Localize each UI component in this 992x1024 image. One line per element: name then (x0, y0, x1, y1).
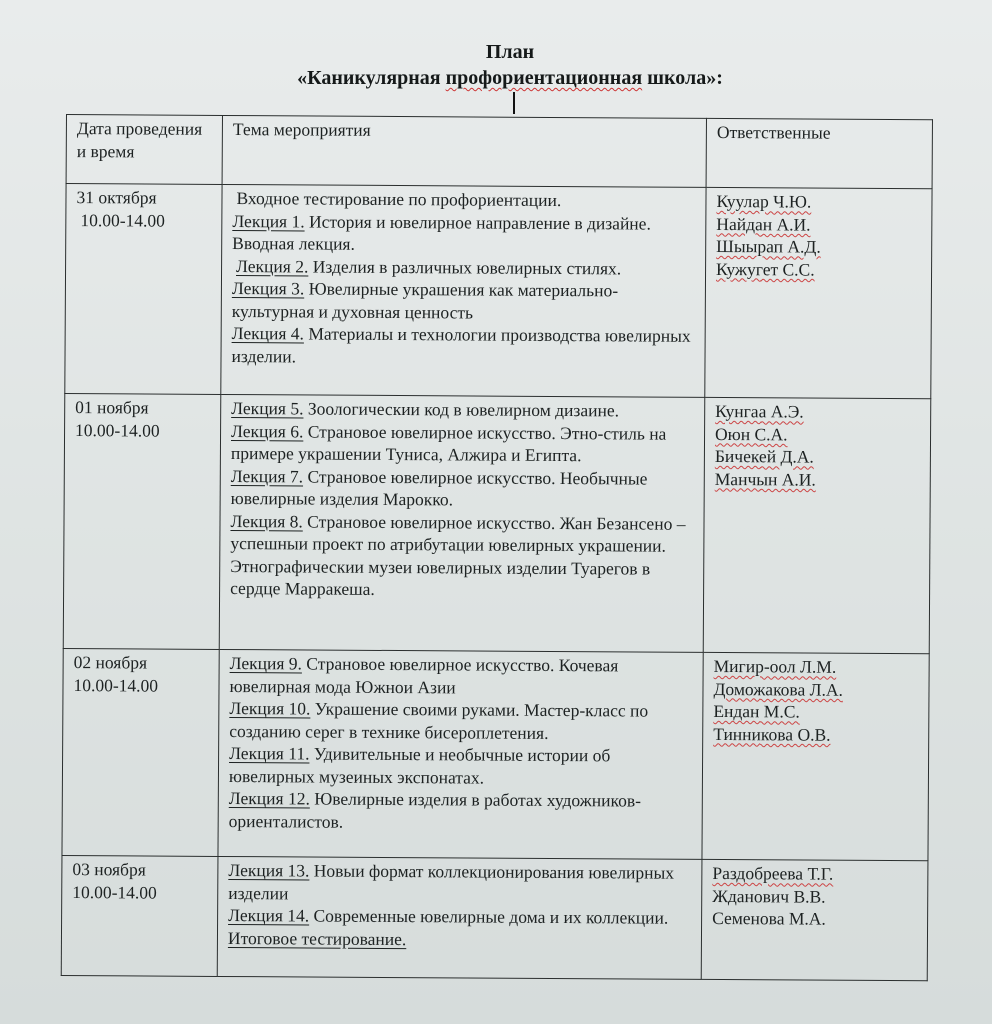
event-date: 31 октября (76, 187, 157, 208)
table-header-row (66, 115, 932, 189)
responsible-cell (703, 397, 931, 653)
lecture-item (232, 255, 697, 280)
lecture-item (232, 210, 697, 258)
responsible-person: Жданович В.В. (712, 885, 826, 907)
responsible-person: Кунгаа А.Э. (715, 400, 804, 422)
document-title: План (485, 41, 535, 63)
header-topic: Тема мероприятия (222, 115, 706, 187)
lecture-label: Лекция 13. (228, 860, 310, 881)
lecture-label: Лекция 9. (229, 653, 303, 674)
event-time: 10.00-14.00 (72, 881, 157, 903)
lecture-item (229, 697, 694, 745)
lecture-label: Лекция 4. (231, 323, 305, 344)
lecture-label: Лекция 10. (229, 698, 311, 719)
lecture-item (228, 859, 693, 907)
lecture-item (231, 322, 696, 370)
event-date: 02 ноября (73, 652, 148, 673)
lecture-item (232, 277, 697, 325)
responsible-person: Доможакова Л.А. (713, 678, 843, 700)
event-date: 01 ноября (75, 397, 149, 418)
table-row (62, 648, 929, 860)
document-subtitle (0, 66, 992, 90)
event-time: 10.00-14.00 (73, 674, 159, 696)
lecture-item (230, 510, 696, 603)
lecture-text: Зоологическии код в ювелирном дизаине. (303, 398, 620, 421)
header-responsible: Ответственные (706, 118, 932, 188)
lecture-label: Лекция 12. (228, 788, 310, 809)
entry-test: Входное тестирование по профориентации. (236, 188, 562, 211)
lecture-item (228, 904, 693, 929)
lecture-text: Изделия в различных ювелирных стилях. (308, 255, 622, 278)
lecture-text: Страновое ювелирное искусство. Жан Безансено – успешныи проект по атрибутации ювелирных украшении. Этнографическии музеи ювелирных изделии Туарегов в сердце Марракеша. (230, 510, 686, 599)
lecture-label: Лекция 14. (228, 905, 310, 926)
lecture-text: Ювелирные украшения как материально-культурная и духовная ценность (231, 278, 619, 322)
responsible-person: Найдан А.И. (716, 213, 811, 235)
subtitle-part-after: школа»: (642, 67, 723, 89)
responsible-person: Оюн С.А. (714, 423, 788, 444)
topic-cell (219, 394, 705, 652)
lecture-text: Ювелирные изделия в работах художников-ориенталистов. (228, 788, 642, 832)
lecture-text: Страновое ювелирное искусство. Этно-стиль на примере украшении Туниса, Алжира и Египта. (230, 420, 667, 466)
text-cursor (513, 92, 515, 114)
lecture-text: Материалы и технологии производства ювелирных изделии. (231, 323, 691, 366)
topic-cell (221, 184, 706, 397)
lecture-text: Украшение своими руками. Мастер-класс по созданию серег в технике бисероплетения. (229, 698, 649, 743)
table-row (65, 184, 932, 399)
table-row (61, 855, 928, 980)
lecture-label: Лекция 8. (230, 510, 303, 531)
lecture-item (229, 787, 694, 835)
header-date: Дата проведения и время (66, 115, 222, 185)
lecture-item (231, 420, 696, 468)
responsible-person: Ендан М.С. (713, 700, 800, 722)
responsible-person: Бичекей Д.А. (714, 445, 814, 467)
lecture-item (229, 652, 694, 700)
subtitle-part-before: «Каникулярная (297, 67, 446, 89)
responsible-cell (702, 652, 929, 860)
date-cell (61, 855, 218, 976)
lecture-item (231, 397, 696, 422)
event-time: 10.00-14.00 (80, 209, 165, 231)
lecture-label: Лекция 11. (229, 743, 310, 764)
subtitle-part-squiggled: профориентационная (445, 67, 643, 89)
table-row (63, 393, 931, 653)
lecture-label: Лекция 2. (236, 255, 309, 276)
lecture-label: Лекция 6. (231, 420, 304, 441)
lecture-label: Лекция 3. (231, 278, 305, 299)
responsible-cell (705, 187, 932, 398)
responsible-person: Шыырап А.Д. (716, 235, 821, 257)
responsible-person: Семенова М.А. (712, 907, 826, 929)
responsible-person: Тинникова О.В. (713, 723, 831, 745)
final-test: Итоговое тестирование. (227, 927, 407, 949)
lecture-text: Современные ювелирные дома и их коллекции. (309, 905, 669, 928)
event-time: 10.00-14.00 (75, 419, 160, 441)
topic-cell (217, 856, 702, 979)
lecture-text: Страновое ювелирное искусство. Кочевая ювелирная мода Южнои Азии (229, 653, 619, 697)
lecture-item (229, 742, 694, 790)
event-date: 03 ноября (72, 859, 146, 880)
responsible-cell (701, 859, 928, 980)
responsible-person: Кужугет С.С. (716, 258, 815, 280)
lecture-text: История и ювелирное направление в дизайне. Вводная лекция. (232, 210, 651, 254)
lecture-label: Лекция 1. (232, 210, 305, 231)
lecture-item (231, 465, 696, 513)
date-cell (62, 648, 219, 856)
lecture-text: Новыи формат коллекционирования ювелирных изделии (228, 860, 675, 903)
responsible-person: Манчын А.И. (714, 468, 816, 490)
lecture-label: Лекция 7. (230, 465, 304, 486)
date-cell (63, 393, 221, 649)
topic-cell (218, 649, 703, 859)
lecture-label: Лекция 5. (231, 398, 304, 419)
responsible-person: Куулар Ч.Ю. (716, 190, 812, 212)
responsible-person: Мигир-оол Л.М. (713, 655, 837, 677)
responsible-person: Раздобреева Т.Г. (712, 862, 834, 884)
lecture-text: Страновое ювелирное искусство. Необычные ювелирные изделия Марокко. (230, 465, 648, 510)
schedule-table (61, 114, 933, 981)
lecture-text: Удивительные и необычные истории об ювелирных музеиных экспонатах. (228, 743, 611, 788)
date-cell (65, 184, 222, 395)
